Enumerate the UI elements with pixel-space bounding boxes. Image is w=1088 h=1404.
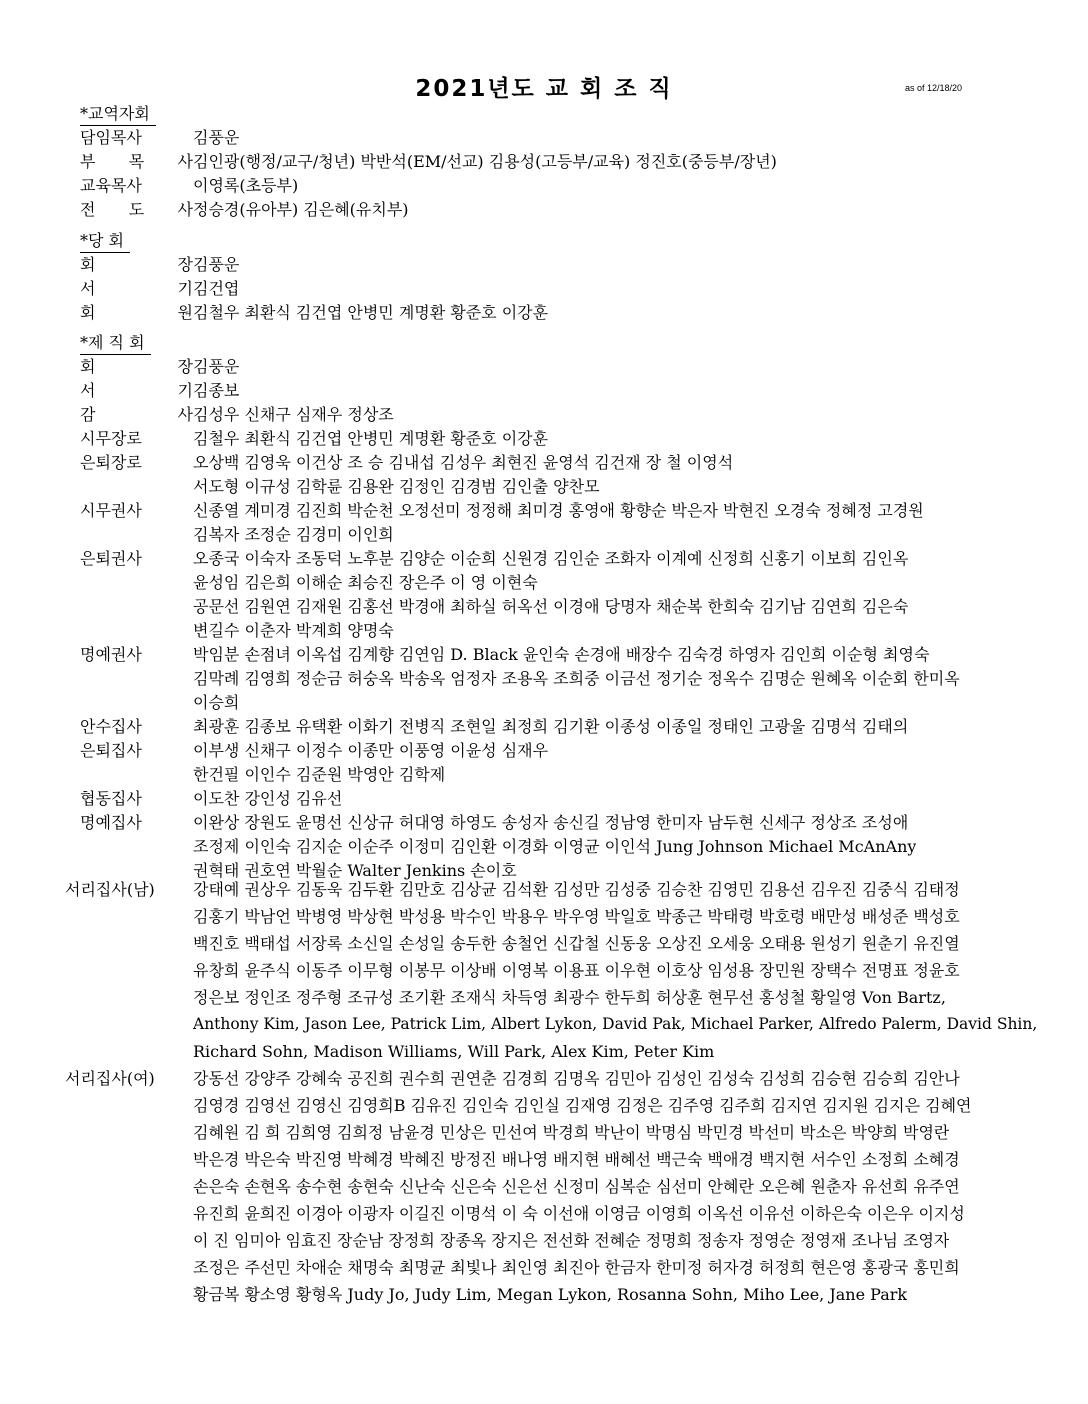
role-label: 회 장	[80, 357, 193, 376]
role-row	[65, 876, 1055, 903]
section-staff	[80, 103, 1055, 222]
names-line: 조정은 주선민 차애순 채명숙 최명균 최빛나 최인영 최진아 한금자 한미정 허자경 허정희 현은영 홍광국 홍민희	[193, 1258, 960, 1277]
names-line: Richard Sohn, Madison Williams, Will Park, Alex Kim, Peter Kim	[193, 1042, 715, 1061]
role-row	[80, 126, 1055, 150]
role-label: 담임목사	[80, 128, 142, 147]
names-line: 김복자 조정순 김경미 이인희	[193, 525, 394, 544]
section-heading: *교역자회	[80, 103, 156, 126]
names-line: Anthony Kim, Jason Lee, Patrick Lim, Albert Lykon, David Pak, Michael Parker, Alfredo Palerm, David Shin,	[193, 1015, 1038, 1033]
role-label: 시무권사	[80, 501, 142, 520]
role-row	[80, 277, 1055, 301]
role-label: 서리집사(여)	[65, 1069, 155, 1088]
role-row	[80, 643, 1055, 667]
role-row	[80, 403, 1055, 427]
as-of-date: as of 12/18/20	[905, 83, 963, 93]
names-line: 이부생 신채구 이정수 이종만 이풍영 이윤성 심재우	[193, 741, 549, 760]
names-line: 백진호 백태섭 서장록 소신일 손성일 송두한 송철언 신갑철 신동웅 오상진 오세웅 오태용 원성기 원춘기 유진열	[193, 934, 960, 953]
names-line: 손은숙 손현옥 송수현 송현숙 신난숙 신은숙 신은선 신정미 심복순 심선미 안혜란 오은혜 원춘자 유선희 유주연	[193, 1177, 960, 1196]
role-row	[80, 499, 1055, 523]
continuation-row	[80, 475, 1055, 499]
names-line: 윤성임 김은희 이해순 최승진 장은주 이 영 이현숙	[193, 573, 538, 592]
continuation-row	[65, 957, 1055, 984]
names-line: 김건엽	[193, 279, 240, 298]
continuation-row	[65, 1281, 1055, 1308]
names-line: 김혜원 김 희 김희영 김희정 남윤경 민상은 민선여 박경희 박난이 박명심 박민경 박선미 박소은 박양희 박영란	[193, 1123, 950, 1142]
section-session	[80, 230, 1055, 325]
role-row	[80, 547, 1055, 571]
continuation-row	[65, 1092, 1055, 1119]
role-row	[80, 451, 1055, 475]
section-heading: *당 회	[80, 230, 130, 253]
continuation-row	[80, 619, 1055, 643]
names-line: 이도찬 강인성 김유선	[193, 789, 343, 808]
continuation-row	[65, 1254, 1055, 1281]
names-line: 김종보	[193, 381, 240, 400]
role-row	[65, 1065, 1055, 1092]
names-line: 조정제 이인숙 김지순 이순주 이정미 김인환 이경화 이영균 이인석 Jung Johnson Michael McAnAny	[193, 837, 917, 856]
continuation-row	[65, 1227, 1055, 1254]
continuation-row	[80, 835, 1055, 859]
section-officers	[80, 332, 1055, 883]
names-line: 공문선 김원연 김재원 김홍선 박경애 최하실 허옥선 이경애 당명자 채순복 한희숙 김기남 김연희 김은숙	[193, 597, 909, 616]
role-label: 서 기	[80, 279, 193, 298]
role-label: 명예권사	[80, 645, 142, 664]
role-label: 은퇴집사	[80, 741, 142, 760]
names-line: 김풍운	[193, 357, 240, 376]
continuation-row	[65, 1200, 1055, 1227]
names-line: 강동선 강양주 강혜숙 공진희 권수희 권연춘 김경희 김명옥 김민아 김성인 김성숙 김성희 김승현 김승희 김안나	[193, 1069, 960, 1088]
role-label: 서 기	[80, 381, 193, 400]
names-line: 신종열 계미경 김진희 박순천 오정선미 정정해 최미경 홍영애 황향순 박은자 박현진 오경숙 정혜정 고경원	[193, 501, 924, 520]
role-label: 감 사	[80, 405, 193, 424]
names-line: 오종국 이숙자 조동덕 노후분 김양순 이순희 신원경 김인순 조화자 이계예 신정희 신홍기 이보희 김인옥	[193, 549, 909, 568]
role-row	[80, 739, 1055, 763]
document-title: 2021년도 교 회 조 직	[415, 76, 673, 102]
names-line: 황금복 황소영 황형옥 Judy Jo, Judy Lim, Megan Lykon, Rosanna Sohn, Miho Lee, Jane Park	[193, 1285, 908, 1304]
role-label: 교육목사	[80, 176, 142, 195]
names-line: 유진희 윤희진 이경아 이광자 이길진 이명석 이 숙 이선애 이영금 이영희 이옥선 이유선 이하은숙 이은우 이지성	[193, 1204, 965, 1223]
role-label: 명예집사	[80, 813, 142, 832]
role-label: 안수집사	[80, 717, 142, 736]
names-line: 이승희	[193, 693, 240, 712]
names-line: 유창희 윤주식 이동주 이무형 이봉무 이상배 이영복 이용표 이우현 이호상 임성용 장민원 장택수 전명표 정윤호	[193, 961, 960, 980]
role-row	[80, 198, 1055, 222]
continuation-row	[65, 1038, 1055, 1065]
names-line: 박은경 박은숙 박진영 박혜경 박혜진 방정진 배나영 배지현 배혜선 백근숙 백애경 백지현 서수인 소정희 소혜경	[193, 1150, 960, 1169]
continuation-row	[80, 571, 1055, 595]
names-line: 김영경 김영선 김영신 김영희B 김유진 김인숙 김인실 김재영 김정은 김주영 김주희 김지연 김지원 김지은 김혜연	[193, 1096, 972, 1115]
role-row	[80, 174, 1055, 198]
role-label: 회 원	[80, 303, 193, 322]
role-row	[80, 427, 1055, 451]
names-line: 이영록(초등부)	[193, 176, 299, 195]
role-row	[80, 811, 1055, 835]
section-deacons	[65, 876, 1055, 1308]
continuation-row	[65, 1119, 1055, 1146]
names-line: 오상백 김영욱 이건상 조 승 김내섭 김성우 최현진 윤영석 김건재 장 철 이영석	[193, 453, 734, 472]
role-row	[80, 787, 1055, 811]
names-line: 김풍운	[193, 128, 240, 147]
role-label: 은퇴권사	[80, 549, 142, 568]
continuation-row	[65, 1173, 1055, 1200]
names-line: 김홍기 박남언 박병영 박상현 박성용 박수인 박용우 박우영 박일호 박종근 박태령 박호령 배만성 배성준 백성호	[193, 907, 960, 926]
names-line: 이 진 임미아 임효진 장순남 장정희 장종옥 장지은 전선화 전혜순 정명희 정송자 정영순 정영재 조나님 조영자	[193, 1231, 950, 1250]
names-line: 최광훈 김종보 유택환 이화기 전병직 조현일 최정희 김기환 이종성 이종일 정태인 고광울 김명석 김태의	[193, 717, 909, 736]
continuation-row	[65, 1011, 1055, 1038]
role-row	[80, 301, 1055, 325]
role-row	[80, 715, 1055, 739]
role-label: 서리집사(남)	[65, 880, 155, 899]
role-label: 회 장	[80, 255, 193, 274]
names-line: 김인광(행정/교구/청년) 박반석(EM/선교) 김용성(고등부/교육) 정진호(중등부/장년)	[193, 152, 777, 171]
role-row	[80, 355, 1055, 379]
continuation-row	[80, 763, 1055, 787]
names-line: 김철우 최환식 김건엽 안병민 계명환 황준호 이강훈	[193, 303, 549, 322]
names-line: 변길수 이춘자 박계희 양명숙	[193, 621, 394, 640]
names-line: 이완상 장원도 윤명선 신상규 허대영 하영도 송성자 송신길 정남영 한미자 남두현 신세구 정상조 조성애	[193, 813, 909, 832]
names-line: 김막례 김영희 정순금 허숭옥 박송옥 엄정자 조용옥 조희중 이금선 정기순 정옥수 김명순 원혜옥 이순회 한미옥	[193, 669, 960, 688]
continuation-row	[80, 595, 1055, 619]
continuation-row	[65, 903, 1055, 930]
role-label: 협동집사	[80, 789, 142, 808]
names-line: 박임분 손점녀 이옥섭 김계향 김연임 D. Black 윤인숙 손경애 배장수 김숙경 하영자 김인희 이순형 최영숙	[193, 645, 930, 664]
names-line: 정은보 정인조 정주형 조규성 조기환 조재식 차득영 최광수 한두희 허상훈 현무선 홍성철 황일영 Von Bartz,	[193, 988, 946, 1007]
names-line: 김철우 최환식 김건엽 안병민 계명환 황준호 이강훈	[193, 429, 549, 448]
names-line: 김풍운	[193, 255, 240, 274]
continuation-row	[80, 667, 1055, 691]
role-row	[80, 150, 1055, 174]
role-label: 전 도 사	[80, 200, 193, 219]
continuation-row	[80, 523, 1055, 547]
continuation-row	[65, 1146, 1055, 1173]
names-line: 김성우 신채구 심재우 정상조	[193, 405, 394, 424]
role-row	[80, 379, 1055, 403]
names-line: 정승경(유아부) 김은혜(유치부)	[193, 200, 409, 219]
continuation-row	[65, 930, 1055, 957]
continuation-row	[65, 984, 1055, 1011]
names-line: 서도형 이규성 김학륜 김용완 김정인 김경범 김인출 양찬모	[193, 477, 600, 496]
role-label: 부 목 사	[80, 152, 193, 171]
names-line: 한건필 이인수 김준원 박영안 김학제	[193, 765, 446, 784]
names-line: 강태예 권상우 김동욱 김두환 김만호 김상균 김석환 김성만 김성중 김승찬 김영민 김용선 김우진 김중식 김태정	[193, 880, 960, 899]
section-heading: *제 직 회	[80, 332, 151, 355]
continuation-row	[80, 691, 1055, 715]
role-row	[80, 253, 1055, 277]
role-label: 시무장로	[80, 429, 142, 448]
role-label: 은퇴장로	[80, 453, 142, 472]
names-line: 권혁태 권호연 박월순 Walter Jenkins 손이호	[193, 861, 517, 880]
